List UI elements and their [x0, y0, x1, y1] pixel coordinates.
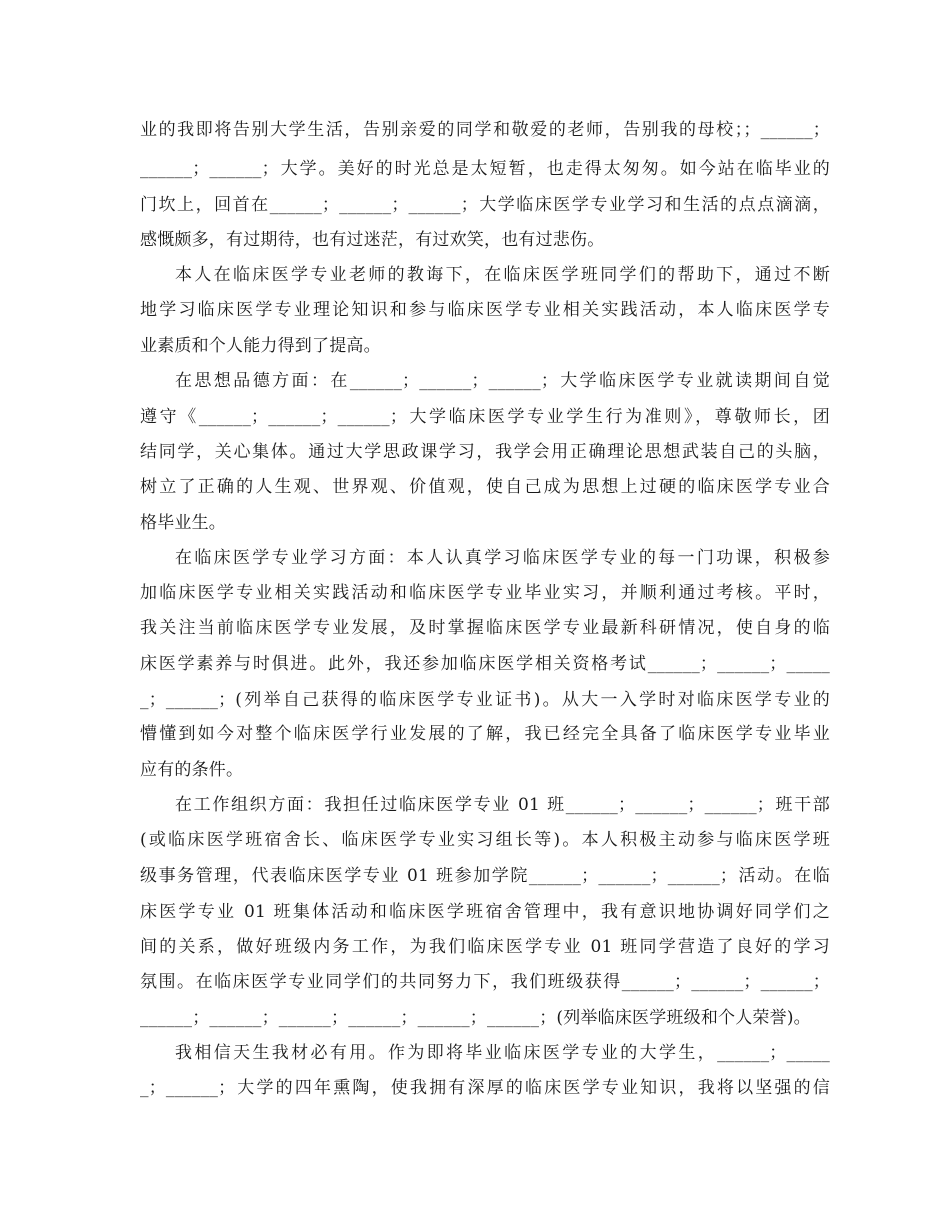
text-line: 间的关系，做好班级内务工作，为我们临床医学专业 01 班同学营造了良好的学习	[140, 937, 830, 957]
text-line: 床医学素养与时俱进。此外，我还参加临床医学相关资格考试______；______；_____	[140, 654, 830, 674]
text-line: 业素质和个人能力得到了提高。	[140, 336, 381, 356]
text-line: 地学习临床医学专业理论知识和参与临床医学专业相关实践活动，本人临床医学专	[140, 300, 830, 320]
text-line: _；______；大学的四年熏陶，使我拥有深厚的临床医学专业知识，我将以坚强的信	[140, 1078, 830, 1098]
text-line: (或临床医学班宿舍长、临床医学专业实习组长等)。本人积极主动参与临床医学班	[140, 830, 830, 850]
text-line: 在工作组织方面：我担任过临床医学专业 01 班______；______；______；班干部	[175, 795, 830, 815]
text-line: _；______；(列举自己获得的临床医学专业证书)。从大一入学时对临床医学专业的	[140, 690, 830, 710]
text-line: 业的我即将告别大学生活，告别亲爱的同学和敬爱的老师，告别我的母校；；______；	[140, 120, 830, 140]
text-line: 床医学专业 01 班集体活动和临床医学班宿舍管理中，我有意识地协调好同学们之	[140, 902, 830, 922]
text-line: 我关注当前临床医学专业发展，及时掌握临床医学专业最新科研情况，使自身的临	[140, 618, 830, 638]
text-line: 遵守《______；______；______；大学临床医学专业学生行为准则》，尊敬师长，团	[140, 407, 830, 427]
text-line: 感慨颇多，有过期待，也有过迷茫，有过欢笑，也有过悲伤。	[140, 230, 605, 250]
text-line: 在思想品德方面：在______；______；______；大学临床医学专业就读期间自觉	[175, 371, 830, 391]
text-line: 格毕业生。	[140, 513, 226, 533]
text-line: ______；______；______；______；______；______；(列举临床医学班级和个人荣誉)。	[140, 1008, 811, 1028]
text-line: 本人在临床医学专业老师的教诲下，在临床医学班同学们的帮助下，通过不断	[175, 265, 830, 285]
text-line: 级事务管理，代表临床医学专业 01 班参加学院______；______；______；活动。在临	[140, 866, 830, 886]
text-line: 我相信天生我材必有用。作为即将毕业临床医学专业的大学生，______；_____	[175, 1043, 830, 1063]
text-line: 懵懂到如今对整个临床医学行业发展的了解，我已经完全具备了临床医学专业毕业	[140, 724, 830, 744]
text-line: 氛围。在临床医学专业同学们的共同努力下，我们班级获得______；______；______；	[140, 972, 830, 992]
text-line: 在临床医学专业学习方面：本人认真学习临床医学专业的每一门功课，积极参	[175, 548, 830, 568]
text-line: 树立了正确的人生观、世界观、价值观，使自己成为思想上过硬的临床医学专业合	[140, 477, 830, 497]
text-line: 加临床医学专业相关实践活动和临床医学专业毕业实习，并顺利通过考核。平时，	[140, 583, 830, 603]
text-line: 结同学，关心集体。通过大学思政课学习，我学会用正确理论思想武装自己的头脑，	[140, 442, 830, 462]
text-line: 应有的条件。	[140, 760, 244, 780]
text-line: ______；______；大学。美好的时光总是太短暂，也走得太匆匆。如今站在临毕业的	[140, 159, 830, 179]
text-line: 门坎上，回首在______；______；______；大学临床医学专业学习和生活的点点滴滴，	[140, 195, 830, 215]
